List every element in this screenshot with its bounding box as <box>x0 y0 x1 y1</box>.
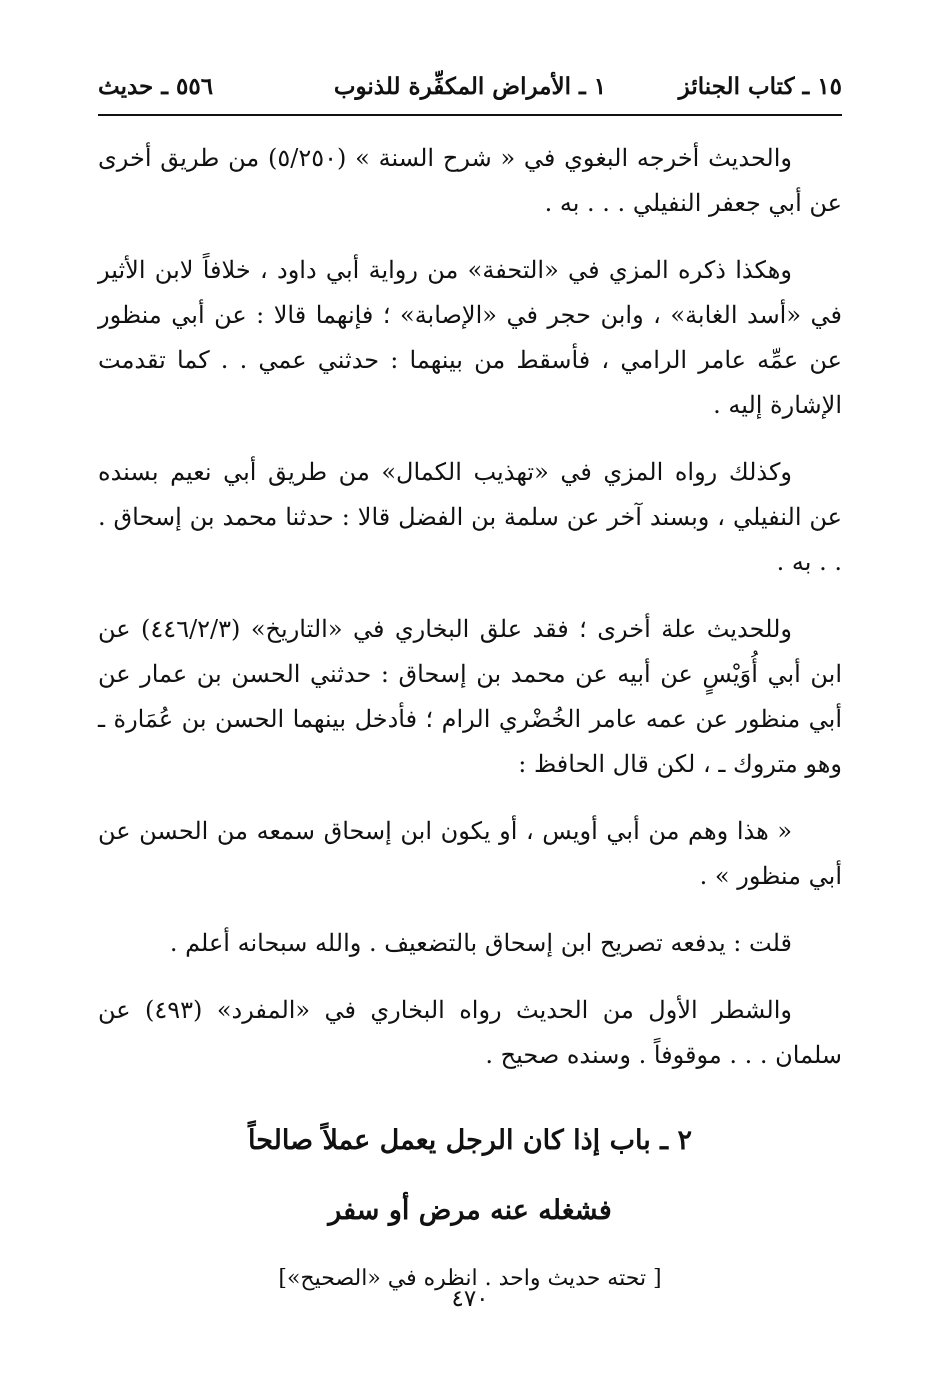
paragraph-2: وهكذا ذكره المزي في «التحفة» من رواية أبي داود ، خلافاً لابن الأثير في «أسد الغابة» ، وابن حجر في «الإصابة» ؛ فإنهما قالا : عن أبي منظور عن عمِّه عامر الرامي ، فأسقط من بينهما : حدثني عمي . . كما تقدمت الإشارة إليه . <box>98 256 842 419</box>
header-chapter-title: ١ ـ الأمراض المكفِّرة للذنوب <box>333 73 607 100</box>
running-header <box>98 62 842 116</box>
header-book-title: ١٥ ـ كتاب الجنائز <box>678 73 842 100</box>
chapter-note: [ تحته حديث واحد . انظره في «الصحيح»] <box>278 1266 662 1291</box>
chapter-title-line-1: ٢ ـ باب إذا كان الرجل يعمل عملاً صالحاً <box>248 1125 692 1156</box>
paragraph-5: قلت : يدفعه تصريح ابن إسحاق بالتضعيف . والله سبحانه أعلم . <box>169 929 792 957</box>
page-number: ٤٧٠ <box>451 1286 489 1312</box>
paragraph-3: وكذلك رواه المزي في «تهذيب الكمال» من طريق أبي نعيم بسنده عن النفيلي ، وبسند آخر عن سلمة بن الفضل قالا : حدثنا محمد بن إسحاق . . . به . <box>98 458 842 576</box>
book-page <box>98 62 842 1352</box>
paragraph-1: والحديث أخرجه البغوي في « شرح السنة » (٥/٢٥٠) من طريق أخرى عن أبي جعفر النفيلي . . . به . <box>98 144 842 217</box>
header-hadith-number: ٥٥٦ ـ حديث <box>98 73 214 100</box>
paragraph-6: والشطر الأول من الحديث رواه البخاري في «المفرد» (٤٩٣) عن سلمان . . . موقوفاً . وسنده صحيح . <box>98 996 842 1069</box>
chapter-heading <box>98 1120 842 1296</box>
paragraph-quote: « هذا وهم من أبي أويس ، أو يكون ابن إسحاق سمعه من الحسن عن أبي منظور » . <box>98 817 842 890</box>
chapter-title-line-2: فشغله عنه مرض أو سفر <box>328 1195 612 1226</box>
paragraph-4: وللحديث علة أخرى ؛ فقد علق البخاري في «التاريخ» (٤٤٦/٢/٣) عن ابن أبي أُوَيْسٍ عن أبيه عن محمد بن إسحاق : حدثني الحسن بن عمار عن أبي منظور عن عمه عامر الخُضْري الرام ؛ فأدخل بينهما الحسن بن عُمَارة ـ وهو متروك ـ ، لكن قال الحافظ : <box>98 615 843 778</box>
body-text <box>98 136 842 1078</box>
